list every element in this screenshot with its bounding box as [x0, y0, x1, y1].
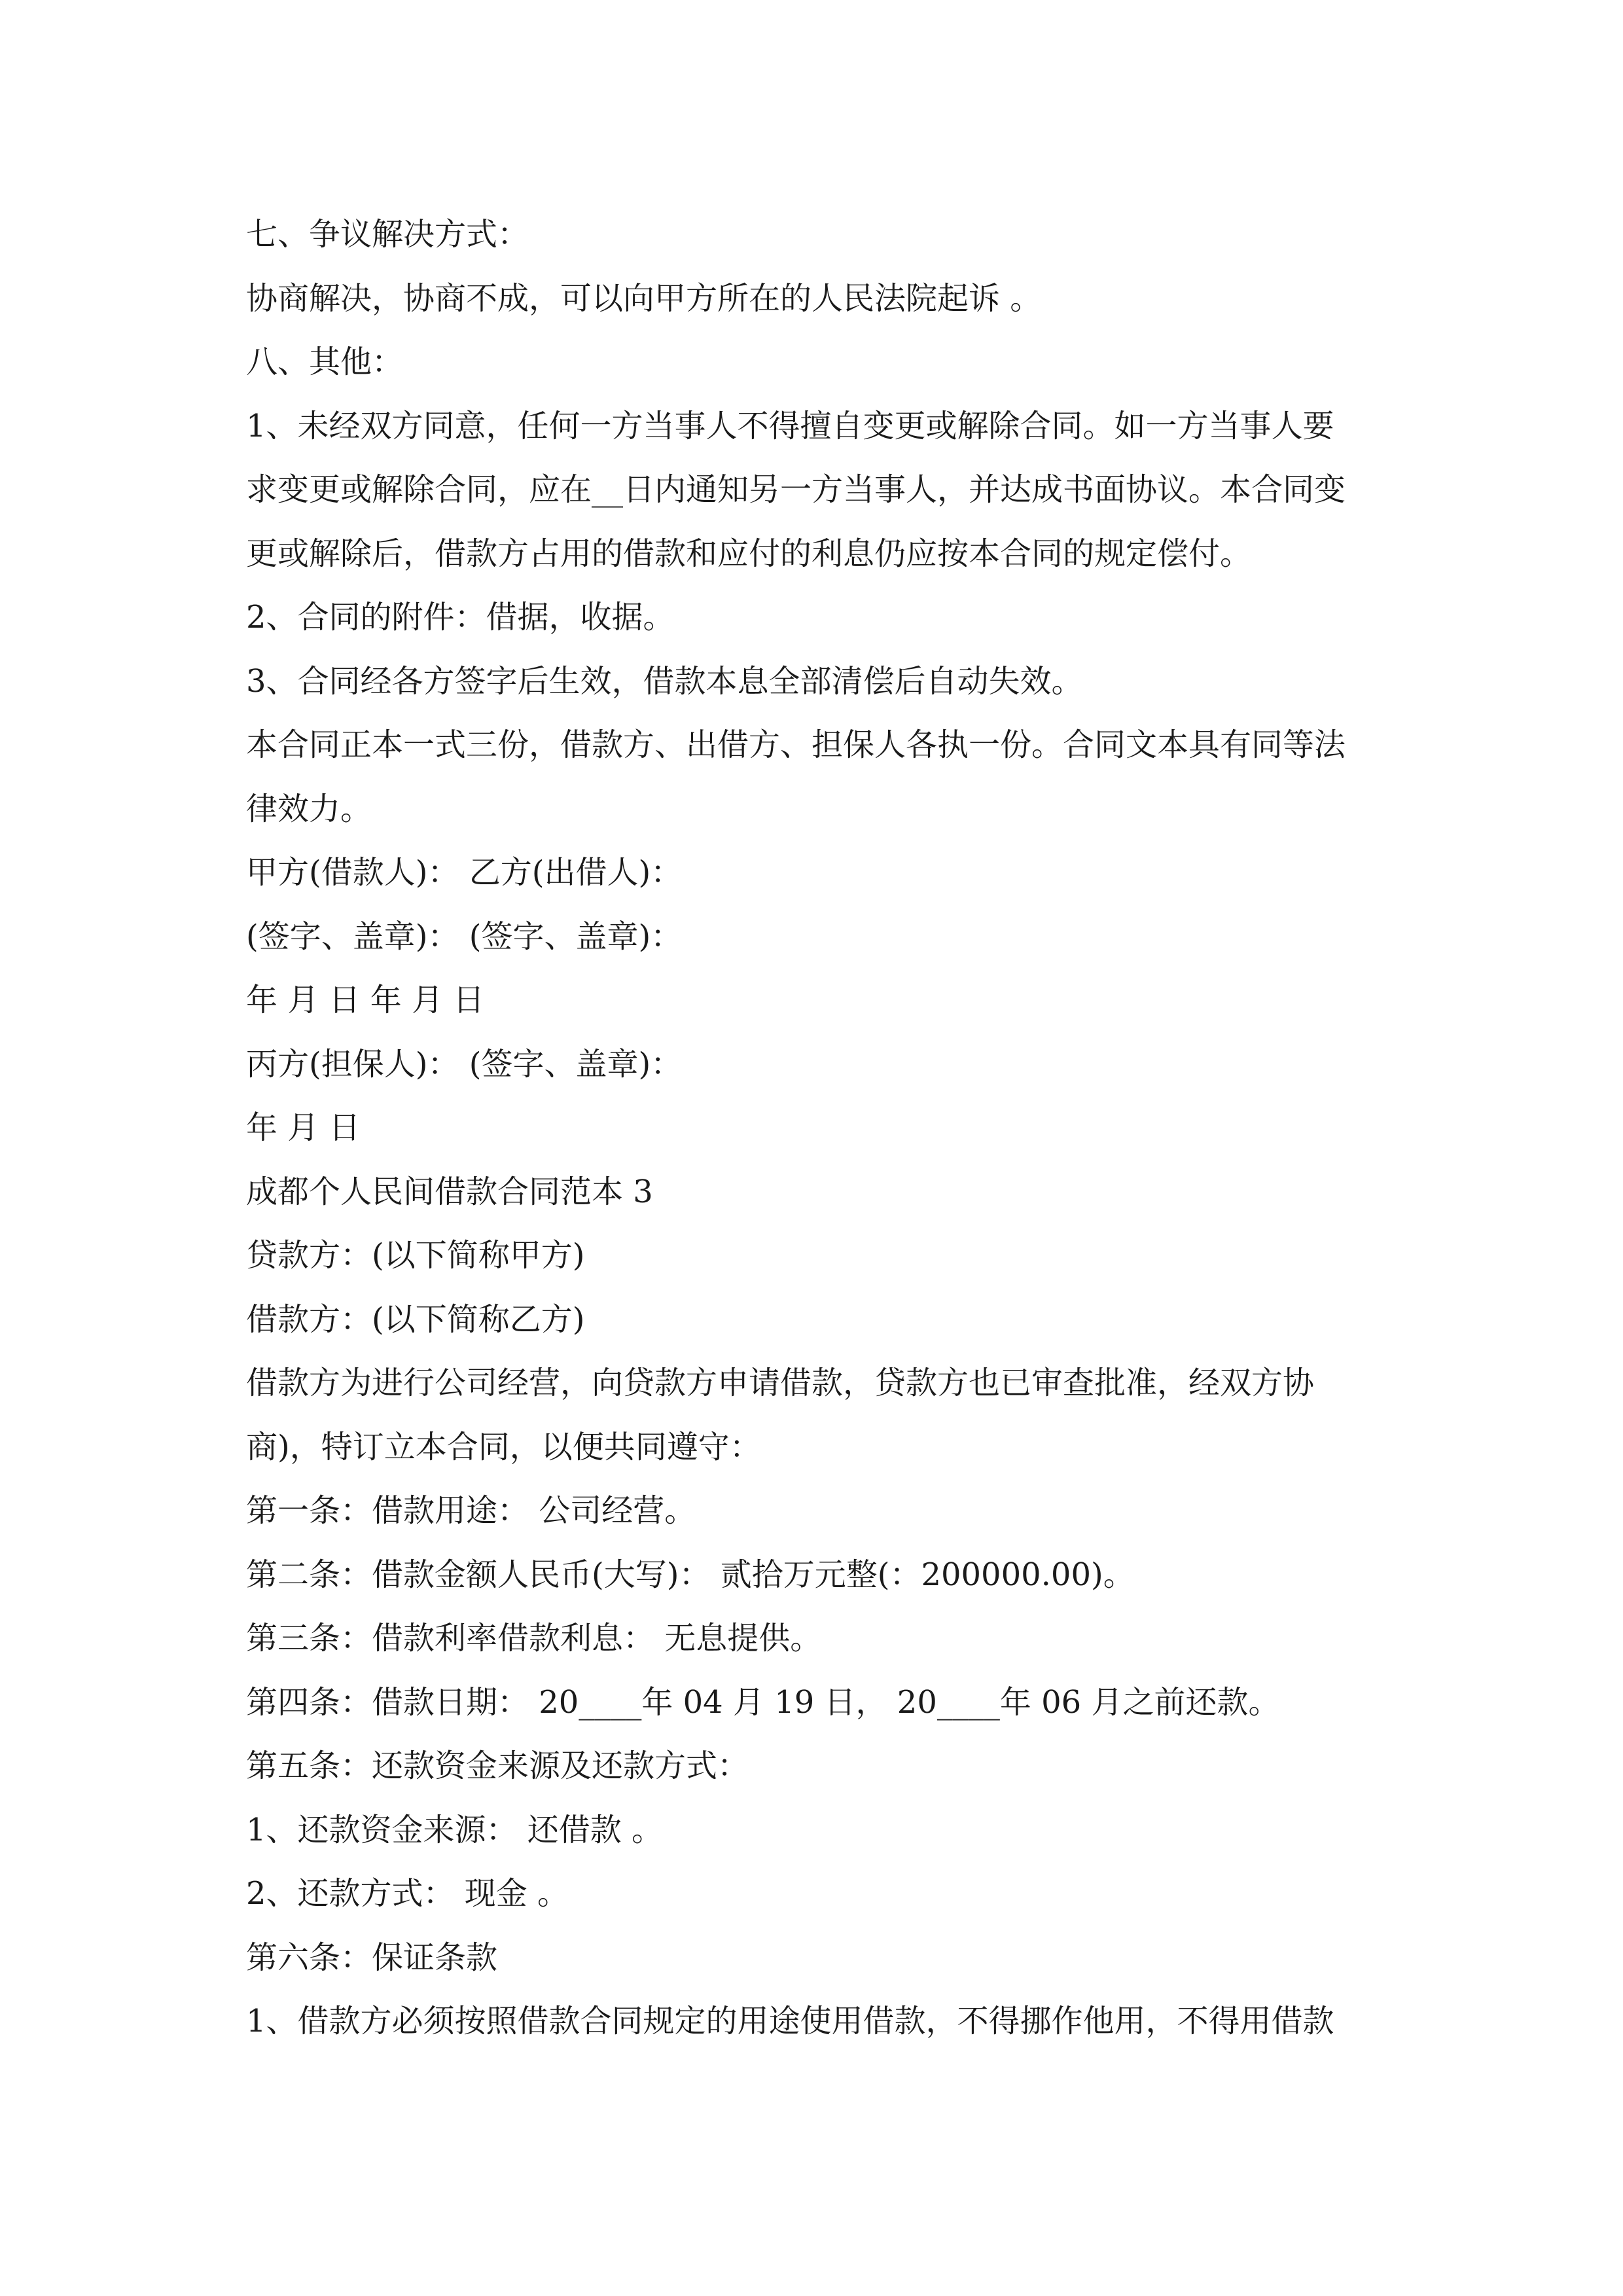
text-line: 3、合同经各方签字后生效，借款本息全部清偿后自动失效。 [246, 662, 1083, 700]
text-line: 贷款方：(以下简称甲方) [246, 1237, 585, 1274]
text-line: 1、还款资金来源： 还借款 。 [246, 1811, 664, 1848]
text-line: 第二条：借款金额人民币(大写)： 贰拾万元整(：200000.00)。 [246, 1556, 1135, 1593]
text-line: 甲方(借款人)： 乙方(出借人)： [246, 854, 683, 891]
text-line: 第一条：借款用途： 公司经营。 [246, 1492, 696, 1529]
text-line: 2、合同的附件：借据，收据。 [246, 599, 675, 636]
text-line: 丙方(担保人)： (签字、盖章)： [246, 1045, 683, 1083]
text-line: 年 月 日 [246, 1109, 361, 1146]
text-line: 第四条：借款日期： 20____年 04 月 19 日， 20____年 06 月之前还款。 [246, 1683, 1280, 1721]
text-line: 更或解除后，借款方占用的借款和应付的利息仍应按本合同的规定偿付。 [246, 535, 1252, 572]
text-line: 律效力。 [246, 790, 372, 827]
text-line: 1、未经双方同意，任何一方当事人不得擅自变更或解除合同。如一方当事人要 [246, 407, 1334, 444]
text-line: 借款方为进行公司经营，向贷款方申请借款，贷款方也已审查批准，经双方协 [246, 1365, 1315, 1401]
text-line: 年 月 日 年 月 日 [246, 982, 485, 1018]
text-line: 第五条：还款资金来源及还款方式： [246, 1748, 749, 1784]
document-body [246, 203, 1385, 2054]
text-line: 七、争议解决方式： [246, 216, 529, 253]
text-line: 第六条：保证条款 [246, 1939, 498, 1976]
text-line: 本合同正本一式三份，借款方、出借方、担保人各执一份。合同文本具有同等法 [246, 726, 1346, 763]
text-line: 第三条：借款利率借款利息： 无息提供。 [246, 1620, 822, 1657]
text-line: 借款方：(以下简称乙方) [246, 1300, 585, 1338]
text-line: 商)，特订立本合同，以便共同遵守： [246, 1428, 761, 1465]
text-line: (签字、盖章)： (签字、盖章)： [246, 918, 683, 955]
text-line: 协商解决，协商不成，可以向甲方所在的人民法院起诉 。 [246, 279, 1042, 317]
text-line: 1、借款方必须按照借款合同规定的用途使用借款，不得挪作他用，不得用借款 [246, 2003, 1334, 2039]
text-line: 求变更或解除合同，应在__日内通知另一方当事人，并达成书面协议。本合同变 [246, 471, 1346, 508]
text-line: 2、还款方式： 现金 。 [246, 1875, 569, 1912]
text-line: 八、其他： [246, 344, 404, 380]
text-line: 成都个人民间借款合同范本 3 [246, 1173, 653, 1210]
